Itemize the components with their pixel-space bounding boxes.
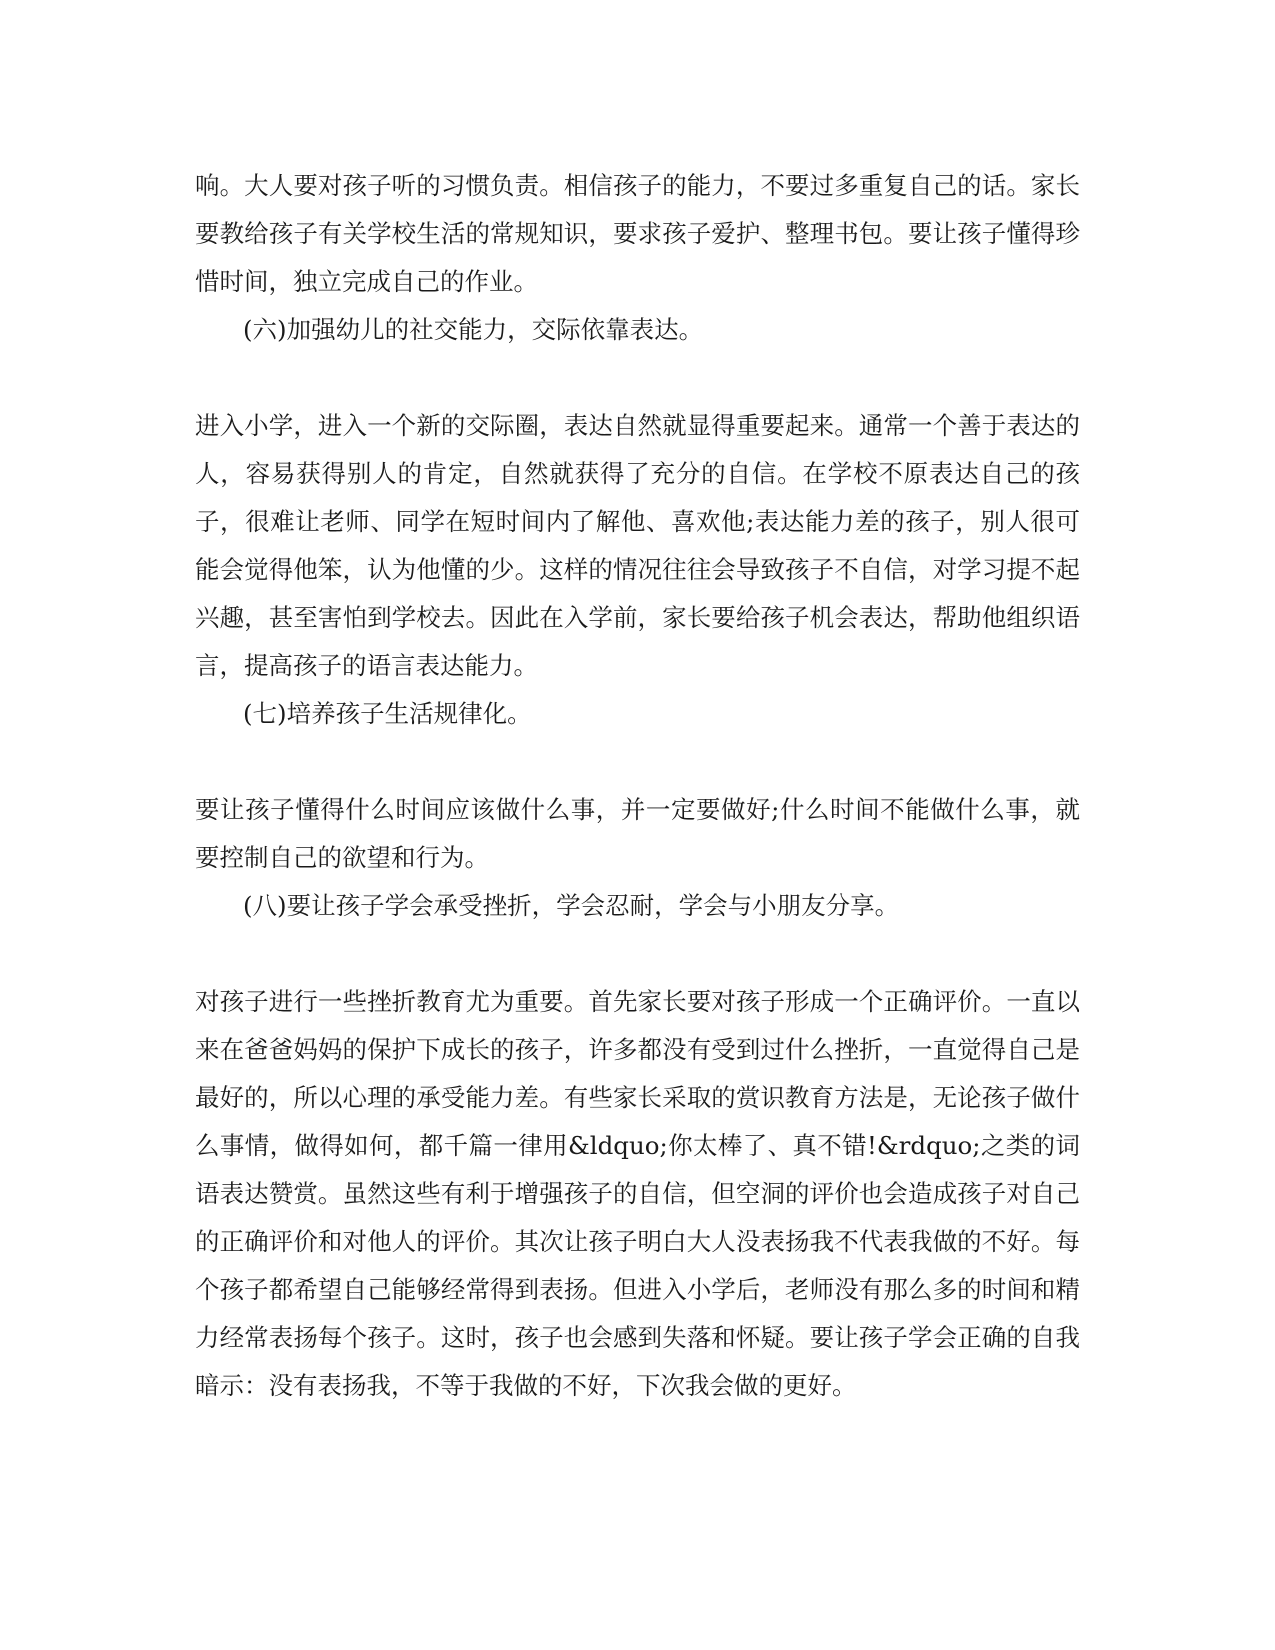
document-body [195, 162, 1080, 1410]
section-heading-7: (七)培养孩子生活规律化。 [243, 699, 532, 728]
paragraph-habits-end: 响。大人要对孩子听的习惯负责。相信孩子的能力，不要过多重复自己的话。家长要教给孩子有关学校生活的常规知识，要求孩子爱护、整理书包。要让孩子懂得珍惜时间，独立完成自己的作业。 [195, 171, 1080, 296]
section-heading-6: (六)加强幼儿的社交能力，交际依靠表达。 [243, 315, 704, 344]
paragraph-expression: 进入小学，进入一个新的交际圈，表达自然就显得重要起来。通常一个善于表达的人，容易获得别人的肯定，自然就获得了充分的自信。在学校不原表达自己的孩子，很难让老师、同学在短时间内了解他、喜欢他;表达能力差的孩子，别人很可能会觉得他笨，认为他懂的少。这样的情况往往会导致孩子不自信，对学习提不起兴趣，甚至害怕到学校去。因此在入学前，家长要给孩子机会表达，帮助他组织语言，提高孩子的语言表达能力。 [195, 411, 1080, 680]
section-heading-8: (八)要让孩子学会承受挫折，学会忍耐，学会与小朋友分享。 [243, 891, 900, 920]
paragraph-frustration: 对孩子进行一些挫折教育尤为重要。首先家长要对孩子形成一个正确评价。一直以来在爸爸妈妈的保护下成长的孩子，许多都没有受到过什么挫折，一直觉得自己是最好的，所以心理的承受能力差。有些家长采取的赏识教育方法是，无论孩子做什么事情，做得如何，都千篇一律用&ldquo;你太棒了、真不错!&rdquo;之类的词语表达赞赏。虽然这些有利于增强孩子的自信，但空洞的评价也会造成孩子对自己的正确评价和对他人的评价。其次让孩子明白大人没表扬我不代表我做的不好。每个孩子都希望自己能够经常得到表扬。但进入小学后，老师没有那么多的时间和精力经常表扬每个孩子。这时，孩子也会感到失落和怀疑。要让孩子学会正确的自我暗示：没有表扬我，不等于我做的不好，下次我会做的更好。 [195, 987, 1080, 1400]
paragraph-routine: 要让孩子懂得什么时间应该做什么事，并一定要做好;什么时间不能做什么事，就要控制自己的欲望和行为。 [195, 795, 1080, 872]
